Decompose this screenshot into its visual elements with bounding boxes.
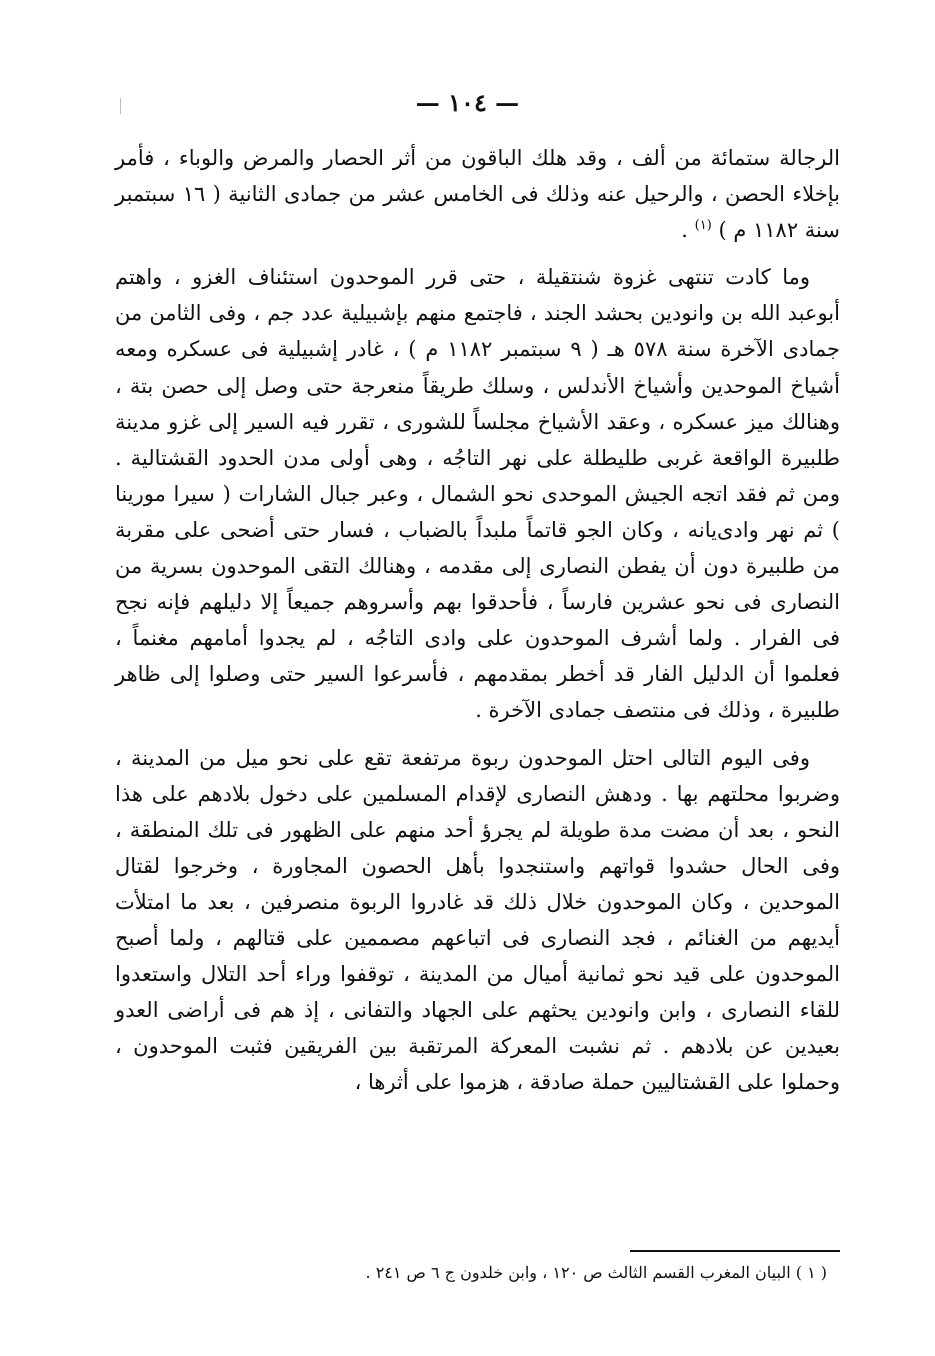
paragraph-1-tail: . — [681, 218, 695, 243]
paragraph-1 — [115, 140, 840, 248]
page-number: — ١٠٤ — — [415, 88, 520, 117]
footnote: ( ١ ) البيان المغرب القسم الثالث ص ١٢٠ ، وابن خلدون ج ٦ ص ٢٤١ . — [365, 1263, 827, 1282]
paragraph-1-text: الرجالة ستمائة من ألف ، وقد هلك الباقون من أثر الحصار والمرض والوباء ، فأمر بإخلاء الحصن ، والرحيل عنه وذلك فى الخامس عشر من جمادى الثانية ( ١٦ سبتمبر سنة ١١٨٢ م ) — [115, 146, 840, 243]
body-text — [115, 140, 840, 1100]
footnote-divider — [630, 1250, 840, 1252]
paragraph-3: وفى اليوم التالى احتل الموحدون ربوة مرتفعة تقع على نحو ميل من المدينة ، وضربوا محلتهم بها . ودهش النصارى لإقدام المسلمين على دخول بلادهم على هذا النحو ، بعد أن مضت مدة طويلة لم يجرؤ أحد منهم على الظهور فى تلك المنطقة ، وفى الحال حشدوا قواتهم واستنجدوا بأهل الحصون المجاورة ، وخرجوا لقتال الموحدين ، وكان الموحدون خلال ذلك قد غادروا الربوة منصرفين ، بعد ما امتلأت أيديهم من الغنائم ، فجد النصارى فى اتباعهم مصممين على قتالهم ، ولما أصبح الموحدون على قيد نحو ثمانية أميال من المدينة ، توقفوا وراء أحد التلال واستعدوا للقاء النصارى ، وابن وانودين يحثهم على الجهاد والتفانى ، إذ هم فى أراضى العدو بعيدين عن بلادهم . ثم نشبت المعركة المرتقبة بين الفريقين فثبت الموحدون ، وحملوا على القشتاليين حملة صادقة ، هزموا على أثرها ، — [115, 745, 840, 1095]
footnote-reference: (١) — [694, 218, 712, 234]
paragraph-2: وما كادت تنتهى غزوة شنتقيلة ، حتى قرر الموحدون استئناف الغزو ، واهتم أبوعبد الله بن وانودين بحشد الجند ، فاجتمع منهم بإشبيلية عدد جم ، وفى الثامن من جمادى الآخرة سنة ٥٧٨ هـ ( ٩ سبتمبر ١١٨٢ م ) ، غادر إشبيلية فى عسكره ومعه أشياخ الموحدين وأشياخ الأندلس ، وسلك طريقاً منعرجة حتى وصل إلى حصن بتة ، وهنالك ميز عسكره ، وعقد الأشياخ مجلساً للشورى ، تقرر فيه السير إلى غزو مدينة طلبيرة الواقعة غربى طليطلة على نهر التاجُه ، وهى أولى مدن الحدود القشتالية . ومن ثم فقد اتجه الجيش الموحدى نحو الشمال ، وعبر جبال الشارات ( سيرا مورينا ) ثم نهر وادى‌يانه ، وكان الجو قاتماً ملبداً بالضباب ، فسار حتى أضحى على مقربة من طلبيرة دون أن يفطن النصارى إلى مقدمه ، وهنالك التقى الموحدون بسرية من النصارى فى نحو عشرين فارساً ، فأحدقوا بهم وأسروهم جميعاً إلا دليلهم فإنه نجح فى الفرار . ولما أشرف الموحدون على وادى التاجُه ، لم يجدوا أمامهم مغنماً ، فعلموا أن الدليل الفار قد أخطر بمقدمهم ، فأسرعوا السير حتى وصلوا إلى ظاهر طلبيرة ، وذلك فى منتصف جمادى الآخرة . — [115, 265, 840, 723]
